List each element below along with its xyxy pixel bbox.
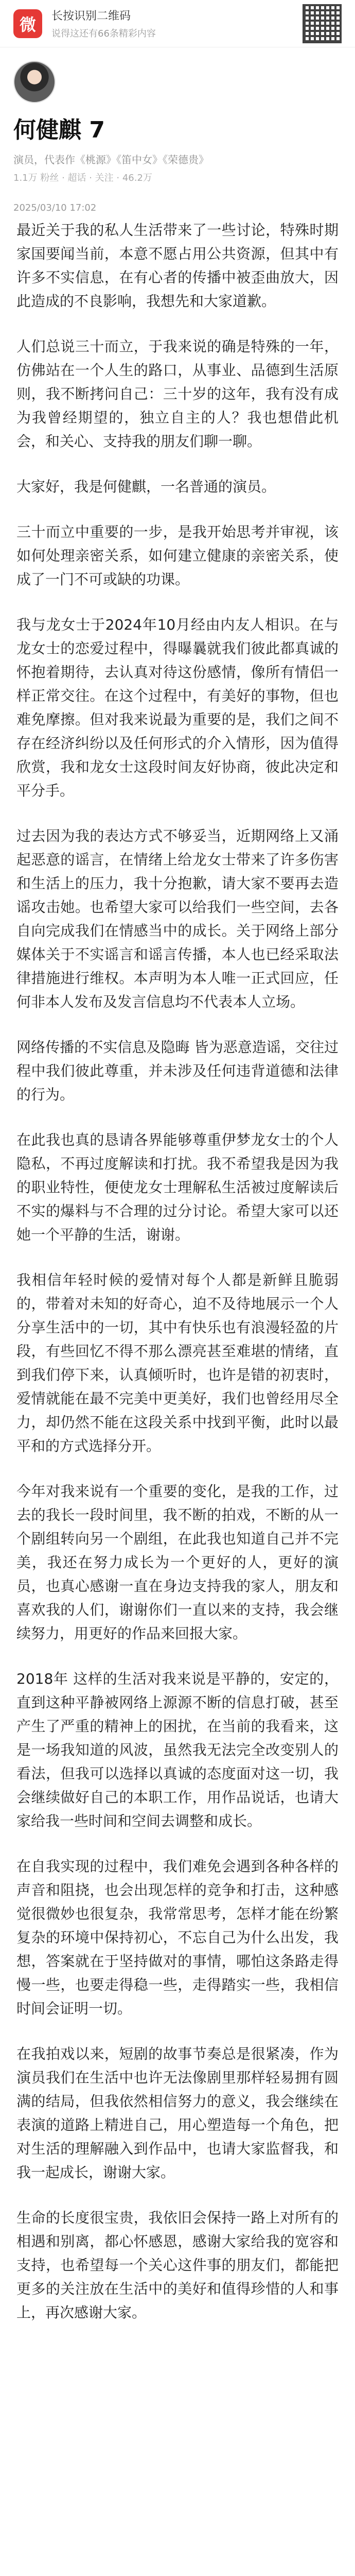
post-date: 2025/03/10 17:02 — [13, 202, 97, 213]
post-body — [0, 218, 355, 2325]
header-title: 长按识别二维码 — [51, 10, 131, 23]
paragraph: 在此我也真的恳请各界能够尊重伊梦龙女士的个人隐私，不再过度解读和打扰。我不希望我是因为我的职业特性，便使龙女士理解私生活被过度解读后不实的爆料与不合理的过分讨论。希望大家可以还她一个平静的生活，谢谢。 — [16, 1131, 339, 1243]
paragraph: 生命的长度很宝贵，我依旧会保持一路上对所有的相遇和别离，都心怀感恩，感谢大家给我的宽容和支持，也希望每一个关心这件事的朋友们，都能把更多的关注放在生活中的美好和值得珍惜的人和事上，再次感谢大家。 — [16, 2209, 339, 2321]
paragraph: 人们总说三十而立，于我来说的确是特殊的一年，仿佛站在一个人生的路口，从事业、品德到生活原则，我不断拷问自己：三十岁的这年，我有没有成为我曾经期望的，独立自主的人？我也想借此机会，和关心、支持我的朋友们聊一聊。 — [16, 338, 339, 450]
paragraph: 我相信年轻时候的爱情对每个人都是新鲜且脆弱的，带着对未知的好奇心，迫不及待地展示一个人分享生活中的一切，其中有快乐也有浪漫轻盈的片段，有些回忆不得不那么漂亮甚至难堪的情绪，直到我们停下来，认真倾听时，也许是错的初衷时，爱情就能在最不完美中更美好，我们也曾经用尽全力，却仍然不能在这段关系中找到平衡，此时以最平和的方式选择分开。 — [16, 1272, 339, 1454]
paragraph: 最近关于我的私人生活带来了一些讨论，特殊时期家国要闻当前，本意不愿占用公共资源，但其中有许多不实信息，在有心者的传播中被歪曲放大，因此造成的不良影响，我想先和大家道歉。 — [16, 222, 339, 310]
author-name[interactable]: 何健麒 7 — [13, 117, 105, 143]
qr-code-icon[interactable] — [303, 4, 342, 43]
header-text — [51, 7, 156, 40]
weibo-app-icon: 微 — [13, 9, 42, 38]
author-profile — [0, 47, 355, 189]
paragraph: 网络传播的不实信息及隐晦 皆为恶意造谣，交往过程中我们彼此尊重，并未涉及任何违背道德和法律的行为。 — [16, 1039, 339, 1103]
paragraph: 今年对我来说有一个重要的变化，是我的工作，过去的我长一段时间里，我不断的拍戏，不断的从一个剧组转向另一个剧组，在此我也知道自己并不完美，我还在努力成长为一个更好的人，更好的演员，也真心感谢一直在身边支持我的家人，朋友和喜欢我的人们，谢谢你们一直以来的支持，我会继续努力，用更好的作品来回报大家。 — [16, 1483, 339, 1642]
paragraph: 三十而立中重要的一步，是我开始思考并审视，该如何处理亲密关系，如何建立健康的亲密关系，使成了一门不可或缺的功课。 — [16, 523, 339, 588]
paragraph: 大家好，我是何健麒，一名普通的演员。 — [16, 478, 276, 495]
avatar[interactable] — [13, 61, 56, 103]
paragraph: 过去因为我的表达方式不够妥当，近期网络上又涌起恶意的谣言，在情绪上给龙女士带来了许多伤害和生活上的压力，我十分抱歉，请大家不要再去造谣攻击她。也希望大家可以给我们一些空间，去各自向完成我们在情感当中的成长。关于网络上部分媒体关于不实谣言和谣言传播，本人也已经采取法律措施进行维权。本声明为本人唯一正式回应，任何非本人发布及发言信息均不代表本人立场。 — [16, 827, 339, 1010]
author-role: 演员，代表作《桃源》《笛中女》《荣德贵》 — [13, 154, 209, 166]
paragraph: 我与龙女士于2024年10月经由内友人相识。在与龙女士的恋爱过程中，得曝曩就我们彼此都真诚的怀抱着期待，去认真对待这份感情，像所有情侣一样正常交往。在这个过程中，有美好的事物，但也难免摩擦。但对我来说最为重要的是，我们之间不存在经济纠纷以及任何形式的介入情形，因为值得欣赏，我和龙女士这段时间友好协商，彼此决定和平分手。 — [16, 616, 339, 799]
header-subtitle: 说得这还有66条精彩内容 — [51, 28, 156, 39]
author-stats: 1.1万 粉丝 · 超话 · 关注 · 46.2万 — [13, 173, 152, 183]
share-header — [0, 0, 355, 47]
paragraph: 在我拍戏以来，短剧的故事节奏总是很紧凑，作为演员我们在生活中也许无法像剧里那样轻易拥有圆满的结局，但我依然相信努力的意义，我会继续在表演的道路上精进自己，用心塑造每一个角色，把对生活的理解融入到作品中，也请大家监督我，和我一起成长，谢谢大家。 — [16, 2045, 339, 2181]
paragraph: 在自我实现的过程中，我们难免会遇到各种各样的声音和阻挠，也会出现怎样的竞争和打击，这种感觉很微妙也很复杂，我常常思考，怎样才能在纷繁复杂的环境中保持初心，不忘自己为什么出发，我想，答案就在于坚持做对的事情，哪怕这条路走得慢一些，也要走得稳一些，走得踏实一些，我相信时间会证明一切。 — [16, 1858, 339, 2017]
paragraph: 2018年 这样的生活对我来说是平静的，安定的，直到这种平静被网络上源源不断的信息打破，甚至产生了严重的精神上的困扰，在当前的我看来，这是一场我知道的风波，虽然我无法完全改变别人的看法，但我可以选择以真诚的态度面对这一切，我会继续做好自己的本职工作，用作品说话，也请大家给我一些时间和空间去调整和成长。 — [16, 1670, 339, 1829]
